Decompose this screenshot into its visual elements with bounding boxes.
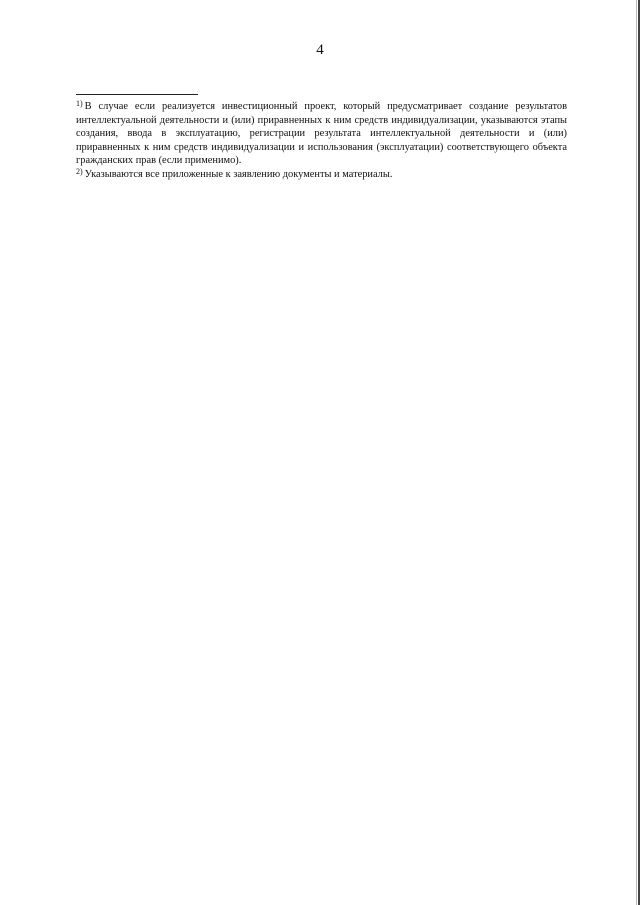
footnote-marker: 1) [76,99,83,108]
footnote-text: Указываются все приложенные к заявлению документы и материалы. [84,168,393,180]
footnote-separator [76,94,198,95]
footnote-text: В случае если реализуется инвестиционный проект, который предусматривает создание результатов интеллектуальной деятельности и (или) приравненных к ним средств индивидуализации, указываются этапы создания, ввода в эксплуатацию, регистрации результата интеллектуальной деятельности и (или) приравненных к ним средств индивидуализации и использования (эксплуатации) соответствующего объекта гражданских прав (если применимо). [76,101,567,167]
footnote-2 [76,168,567,182]
scan-edge-shadow [636,0,637,905]
footnote-marker: 2) [76,166,83,176]
footnotes-section [76,100,567,182]
footnote-1 [76,100,567,168]
page-number: 4 [316,42,324,58]
